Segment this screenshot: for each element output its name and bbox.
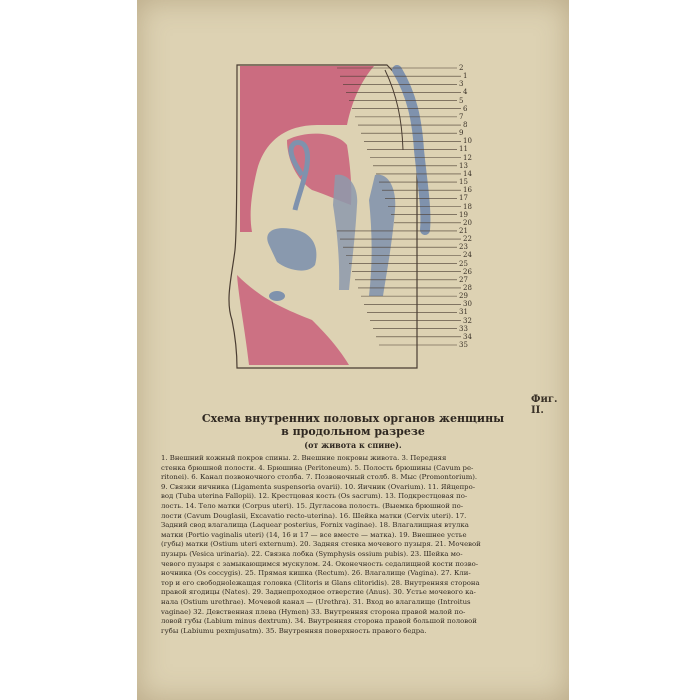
legend-line: губы (Labiumu pexmjusatm). 35. Внутренняя поверхность правого бедра. — [161, 626, 427, 635]
figure-caption: Фиг. II. — [531, 394, 558, 416]
legend-line: vaginae) 32. Девственная плева (Hymen) 33. Внутренняя сторона правой малой по- — [161, 607, 466, 616]
uterus — [333, 175, 357, 290]
title-line-1: Схема внутренних половых органов женщины — [201, 412, 505, 425]
figure-number-label: 19 — [459, 210, 468, 219]
figure-number-label: 21 — [459, 226, 468, 235]
figure-number-label: 31 — [459, 308, 468, 317]
figure-number-label: 9 — [459, 129, 464, 138]
figure-number-label: 7 — [459, 112, 464, 121]
figure-number-label: 25 — [459, 259, 468, 268]
anatomical-figure — [137, 0, 569, 400]
legend-line: чевого пузыря с замыкающимся мускулом. 24. Оконечность седалищной кости позво- — [161, 559, 479, 568]
figure-number-label: 32 — [463, 316, 472, 325]
figure-number-label: 20 — [463, 218, 472, 227]
figure-number-label: 27 — [459, 275, 468, 284]
figure-number-label: 2 — [459, 64, 464, 72]
legend-line: лость. 14. Тело матки (Corpus uteri). 15. Дугласова полость. (Выемка брюшной по- — [161, 501, 464, 510]
legend-line: стенка брюшной полости. 4. Брюшина (Peritoneum). 5. Полость брюшины (Cavum pe- — [161, 463, 474, 472]
figure-number-label: 22 — [463, 235, 472, 244]
book-page — [137, 0, 569, 700]
rectum — [369, 175, 395, 296]
figure-number-label: 24 — [463, 251, 472, 260]
legend-line: правой ягодицы (Nates). 29. Заднепроходное отверстие (Anus). 30. Устье мочевого ка- — [161, 588, 476, 597]
legend-line: ловой губы (Labium minus dextrum). 34. Внутренняя сторона правой большой половой — [161, 617, 477, 626]
legend-line: вод (Tuba uterina Fallopii). 12. Крестцовая кость (Os sacrum). 13. Подкрестцовая по- — [161, 492, 468, 501]
figure-number-label: 3 — [459, 80, 464, 89]
figure-number-label: 18 — [463, 202, 472, 211]
figure-number-label: 23 — [459, 243, 468, 252]
figure-number-label: 8 — [463, 121, 468, 130]
legend-line: лости (Cavum Douglasii, Excavatio recto-uterina). 16. Шейка матки (Cervix uteri). 17. — [161, 511, 467, 520]
legend-line: пузырь (Vesica urinaria). 22. Связка лобка (Symphysis ossium pubis). 23. Шейка мо- — [161, 549, 463, 558]
legend-line: 1. Внешний кожный покров спины. 2. Внешние покровы живота. 3. Передняя — [161, 454, 447, 462]
figure-number-label: 35 — [459, 341, 468, 349]
figure-number-label: 34 — [463, 332, 472, 341]
legend-text — [161, 454, 551, 636]
figure-number-label: 1 — [463, 72, 468, 81]
figure-number-label: 10 — [463, 137, 472, 146]
legend-line: (губы) матки (Ostium uteri externum). 20. Задняя стенка мочевого пузыря. 21. Мочевой — [161, 540, 481, 549]
labium — [269, 291, 285, 301]
legend-line: ночника (Os coccygis). 25. Прямая кишка (Rectum). 26. Влагалище (Vagina). 27. Кли- — [161, 569, 471, 578]
legend-line: ritonei). 6. Канал позвоночного столба. 7. Позвоночный столб. 8. Мыс (Promontorium). — [161, 473, 478, 482]
figure-number-label: 12 — [463, 153, 472, 162]
figure-number-label: 26 — [463, 267, 472, 276]
thigh-red — [237, 275, 349, 365]
figure-number-label: 11 — [459, 145, 468, 154]
legend-line: тор и его свободноlежащая головка (Clitoris и Glans clitoridis). 28. Внутренняя сторона — [161, 578, 480, 587]
legend-line: Задний свод влагалища (Laquear posterius, Fornix vaginae). 18. Влагалищная втулка — [161, 521, 469, 530]
figure-number-label: 33 — [459, 324, 468, 333]
figure-number-label: 4 — [463, 88, 468, 97]
legend-line: нала (Ostium urethrae). Мочевой канал — (Urethra). 31. Вход во влагалище (Introitus — [161, 597, 471, 606]
figure-number-label: 16 — [463, 186, 472, 195]
figure-number-label: 13 — [459, 161, 468, 170]
legend-line: матки (Portio vaginalis uteri) (14, 16 и 17 — все вместе — матка). 19. Внешнее устье — [161, 530, 467, 539]
figure-number-label: 17 — [459, 194, 468, 203]
title-line-3: (от живота к спине). — [304, 440, 402, 450]
figure-number-label: 30 — [463, 300, 472, 309]
spinal-canal — [397, 70, 425, 230]
bladder — [267, 228, 316, 270]
figure-number-label: 14 — [463, 169, 472, 178]
legend-line: 9. Связки яичника (Ligamenta suspensoria ovarii). 10. Яичник (Ovarium). 11. Яйцепро- — [161, 482, 476, 491]
figure-number-label: 6 — [463, 104, 468, 113]
figure-number-label: 15 — [459, 178, 468, 187]
figure-number-label: 29 — [459, 292, 468, 301]
title-line-2: в продольном разрезе — [281, 425, 425, 438]
figure-number-label: 28 — [463, 283, 472, 292]
figure-number-label: 5 — [459, 96, 464, 105]
